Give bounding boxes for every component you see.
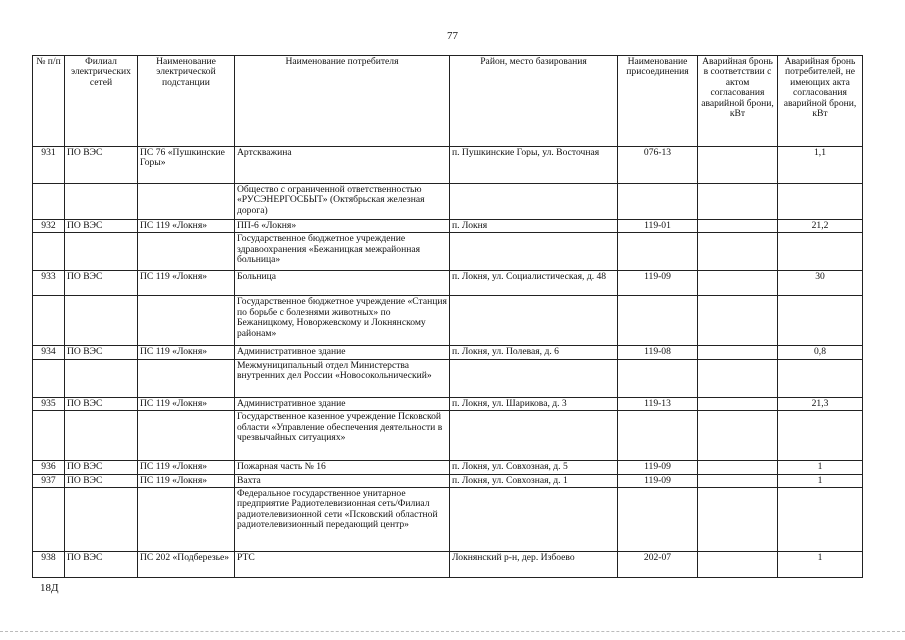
cell-connection [618,233,698,271]
cell-consumer: Государственное бюджетное учреждение здравоохранения «Бежаницкая межрайонная больница» [235,233,450,271]
cell-district: п. Локня [450,220,618,233]
cell-district: п. Локня, ул. Совхозная, д. 1 [450,474,618,487]
cell-kw-no-act [778,296,863,346]
cell-branch: ПО ВЭС [65,346,138,359]
cell-connection [618,488,698,552]
cell-kw-no-act: 1 [778,461,863,474]
cell-consumer: Межмуниципальный отдел Министерства внутренних дел России «Новосокольнический» [235,359,450,397]
table-row [33,220,863,233]
cell-consumer: Государственное казенное учреждение Псковской области «Управление обеспечения деятельности в чрезвычайных ситуациях» [235,411,450,461]
emergency-reserve-table [32,55,863,578]
cell-num: 937 [33,474,65,487]
cell-num: 932 [33,220,65,233]
footer-code: 18Д [40,582,59,594]
table-row [33,359,863,397]
cell-kw-no-act: 1,1 [778,147,863,184]
cell-consumer: Вахта [235,474,450,487]
cell-num [33,233,65,271]
cell-district: п. Локня, ул. Совхозная, д. 5 [450,461,618,474]
cell-connection: 119-08 [618,346,698,359]
cell-substation: ПС 119 «Локня» [138,220,235,233]
cell-connection: 119-09 [618,474,698,487]
cell-connection: 202-07 [618,552,698,578]
cell-connection [618,296,698,346]
cell-consumer: РТС [235,552,450,578]
cell-connection: 119-09 [618,461,698,474]
cell-consumer: Административное здание [235,346,450,359]
cell-kw-act [698,220,778,233]
cell-kw-act [698,233,778,271]
cell-kw-act [698,296,778,346]
cell-district: Локнянский р-н, дер. Избоево [450,552,618,578]
cell-kw-act [698,488,778,552]
cell-branch: ПО ВЭС [65,220,138,233]
cell-connection [618,359,698,397]
cell-kw-act [698,411,778,461]
table-row [33,184,863,220]
cell-district: п. Локня, ул. Шарикова, д. 3 [450,397,618,410]
cell-connection [618,184,698,220]
cell-branch: ПО ВЭС [65,147,138,184]
cell-kw-no-act: 21,2 [778,220,863,233]
cell-substation: ПС 119 «Локня» [138,271,235,296]
cell-branch: ПО ВЭС [65,397,138,410]
cell-kw-act [698,346,778,359]
cell-num [33,359,65,397]
header-substation: Наименование электрической подстанции [138,56,235,147]
cell-district: п. Локня, ул. Полевая, д. 6 [450,346,618,359]
cell-district [450,184,618,220]
cell-branch [65,233,138,271]
cell-kw-act [698,552,778,578]
table-row [33,411,863,461]
cell-kw-act [698,474,778,487]
cell-branch: ПО ВЭС [65,474,138,487]
cell-connection: 119-09 [618,271,698,296]
cell-kw-act [698,461,778,474]
cell-num: 938 [33,552,65,578]
cell-num: 933 [33,271,65,296]
header-consumer: Наименование потребителя [235,56,450,147]
cell-substation: ПС 119 «Локня» [138,346,235,359]
cell-num [33,296,65,346]
header-branch: Филиал электрических сетей [65,56,138,147]
cell-district [450,488,618,552]
cell-connection: 119-13 [618,397,698,410]
cell-num: 936 [33,461,65,474]
table-row [33,346,863,359]
cell-kw-no-act: 30 [778,271,863,296]
table-row [33,271,863,296]
cell-district [450,359,618,397]
cell-connection: 076-13 [618,147,698,184]
cell-branch [65,411,138,461]
cell-kw-no-act [778,359,863,397]
cell-substation [138,296,235,346]
cell-branch [65,184,138,220]
cell-substation [138,411,235,461]
cell-substation: ПС 119 «Локня» [138,474,235,487]
cell-substation [138,184,235,220]
cell-kw-no-act: 0,8 [778,346,863,359]
cell-substation [138,233,235,271]
cell-district: п. Локня, ул. Социалистическая, д. 48 [450,271,618,296]
cell-consumer: Пожарная часть № 16 [235,461,450,474]
cell-kw-act [698,147,778,184]
table-row [33,233,863,271]
cell-kw-act [698,397,778,410]
cell-kw-no-act: 1 [778,474,863,487]
cell-district [450,411,618,461]
cell-consumer: Федеральное государственное унитарное предприятие Радиотелевизионная сеть/Филиал радиотелевизионной сети «Псковский областной радиотелевизионный передающий центр» [235,488,450,552]
cell-kw-act [698,359,778,397]
cell-district [450,296,618,346]
cell-kw-no-act: 21,3 [778,397,863,410]
table-row [33,552,863,578]
cell-consumer: ПП-6 «Локня» [235,220,450,233]
cell-consumer: Общество с ограниченной ответственностью «РУСЭНЕРГОСБЫТ» (Октябрьская железная дорога) [235,184,450,220]
cell-num: 931 [33,147,65,184]
cell-substation [138,359,235,397]
cell-kw-no-act [778,411,863,461]
cell-kw-no-act [778,184,863,220]
cell-kw-act [698,271,778,296]
cell-branch [65,488,138,552]
cell-branch: ПО ВЭС [65,271,138,296]
cell-consumer: Государственное бюджетное учреждение «Станция по борьбе с болезнями животных» по Бежаницкому, Новоржевскому и Локнянскому районам» [235,296,450,346]
header-connection: Наименование присоединения [618,56,698,147]
table-header-row [33,56,863,147]
cell-consumer: Артскважина [235,147,450,184]
cell-kw-no-act [778,488,863,552]
table-row [33,296,863,346]
cell-consumer: Административное здание [235,397,450,410]
cell-num: 935 [33,397,65,410]
cell-kw-act [698,184,778,220]
cell-substation: ПС 76 «Пушкинские Горы» [138,147,235,184]
table-row [33,397,863,410]
cell-district [450,233,618,271]
cell-district: п. Пушкинские Горы, ул. Восточная [450,147,618,184]
cell-num [33,411,65,461]
cell-kw-no-act: 1 [778,552,863,578]
cell-num [33,184,65,220]
cell-kw-no-act [778,233,863,271]
table-row [33,488,863,552]
scan-edge-line [0,631,905,632]
table-row [33,461,863,474]
cell-connection: 119-01 [618,220,698,233]
cell-consumer: Больница [235,271,450,296]
table-row [33,147,863,184]
cell-branch: ПО ВЭС [65,552,138,578]
cell-branch: ПО ВЭС [65,461,138,474]
header-emergency-without-act: Аварийная бронь потребителей, не имеющих акта согласования аварийной брони, кВт [778,56,863,147]
cell-substation [138,488,235,552]
cell-branch [65,359,138,397]
cell-branch [65,296,138,346]
cell-substation: ПС 119 «Локня» [138,461,235,474]
header-district: Район, место базирования [450,56,618,147]
header-emergency-with-act: Аварийная бронь в соответствии с актом согласования аварийной брони, кВт [698,56,778,147]
table-body [33,147,863,578]
table-row [33,474,863,487]
cell-substation: ПС 202 «Подберезье» [138,552,235,578]
cell-num: 934 [33,346,65,359]
cell-connection [618,411,698,461]
header-num: № п/п [33,56,65,147]
cell-num [33,488,65,552]
page-number: 77 [447,30,458,42]
cell-substation: ПС 119 «Локня» [138,397,235,410]
